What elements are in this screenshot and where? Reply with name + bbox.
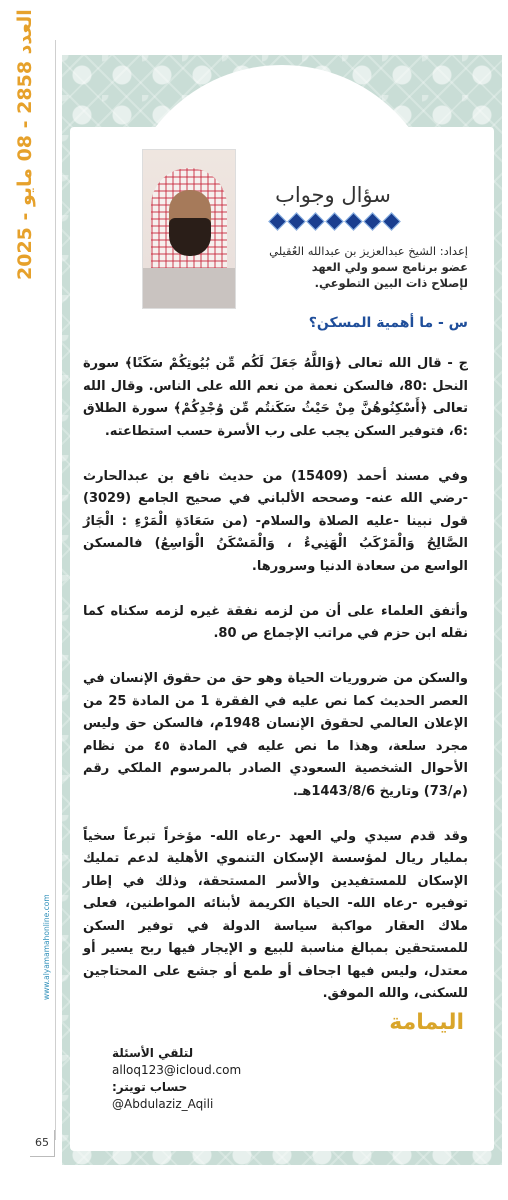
diamond-icon — [325, 212, 343, 230]
author-name: إعداد: الشيخ عبدالعزيز بن عبدالله العُقيلي — [269, 244, 468, 258]
diamond-icon — [268, 212, 286, 230]
author-role-cont: لإصلاح ذات البين التطوعي. — [314, 276, 468, 290]
diamond-icon — [306, 212, 324, 230]
paragraph: ج - قال الله تعالى ﴿وَاللَّهُ جَعَلَ لَكُم مِّن بُيُوتِكُمْ سَكَنًا﴾ سورة النحل :80، فالسكن نعمة من نعم الله على الناس. وقال الله تعالى ﴿أَسْكِنُوهُنَّ مِنْ حَيْثُ سَكَنتُم مِّن وُجْدِكُمْ﴾ سورة الطلاق :6، فتوفير السكن يجب على رب الأسرة حسب استطاعته. — [83, 356, 469, 439]
diamond-icon — [363, 212, 381, 230]
paragraph: وفي مسند أحمد (15409) من حديث نافع بن عبدالحارث -رضي الله عنه- وصححه الألباني في صحيح الجامع (3029) قول نبينا -عليه الصلاة والسلام- (من سَعَادَةِ الْمَرْءِ : الْجَارُ الصَّالِحُ وَالْمَرْكَبُ الْهَنِيءُ ، وَالْمَسْكَنُ الْوَاسِعُ) فالمسكن الواسع من سعادة الدنيا وسرورها. — [83, 468, 468, 574]
diamond-icon — [382, 212, 400, 230]
author-block — [238, 243, 468, 291]
twitter-label: حساب تويتر: — [112, 1080, 188, 1094]
decorative-frame — [62, 55, 502, 1165]
diamond-icon — [287, 212, 305, 230]
email-link[interactable]: alloq123@icloud.com — [112, 1063, 242, 1077]
diamond-ornament — [267, 215, 402, 229]
author-role: عضو برنامج سمو ولي العهد — [311, 260, 468, 274]
magazine-logo: اليمامة — [389, 1010, 464, 1035]
paragraph: والسكن من ضروريات الحياة وهو حق من حقوق الإنسان في العصر الحديث كما نص عليه في الفقرة 1 من المادة 25 من الإعلان العالمي لحقوق الإنسان 1948م، فالسكن حق وليس مجرد سلعة، وهذا ما نص عليه في المادة ٤٥ من نظام الأحوال الشخصية السعودي الصادر بالمرسوم الملكي رقم (م/73) وتاريخ 1443/8/6هـ. — [83, 671, 469, 799]
garment — [143, 268, 235, 308]
beard — [169, 218, 211, 256]
paragraph: وقد قدم سيدي ولي العهد -رعاه الله- مؤخراً تبرعاً سخياً بمليار ريال لمؤسسة الإسكان التنموي الأهلية لدعم تمليك الإسكان للمستفيدين والأسر المستحقة، وذلك في إطار توفيره -رعاه الله- الحياة الكريمة لأبنائه المواطنين، فعلى ملاك العقار مواكبة سياسة الدولة في توفير السكن للمستحقين بمبالغ مناسبة للبيع و الإيجار فيها ربح يسير أو معتدل، وليس فيها اجحاف أو طمع أو جشع على المحتاجين للسكنى، والله الموفق. — [83, 828, 468, 1001]
contact-block — [112, 1045, 312, 1113]
author-photo — [142, 149, 236, 309]
answer-body — [83, 353, 468, 1028]
issue-date-label: العدد 2858 - 08 مايو - 2025 — [14, 9, 36, 280]
margin-divider — [55, 40, 56, 1140]
twitter-handle[interactable]: @Abdulaziz_Aqili — [112, 1097, 214, 1111]
page-number: 65 — [30, 1130, 55, 1157]
question-heading: س - ما أهمية المسكن؟ — [308, 315, 468, 331]
website-url[interactable]: www.alyamamahonline.com — [42, 894, 51, 1000]
paragraph: وأتفق العلماء على أن من لزمه نفقة غيره لزمه سكناه كما نقله ابن حزم في مراتب الإجماع ص 80. — [83, 603, 468, 641]
questions-label: لتلقي الأسئلة — [112, 1046, 194, 1060]
column-title: سؤال وجواب — [275, 183, 391, 207]
diamond-icon — [344, 212, 362, 230]
